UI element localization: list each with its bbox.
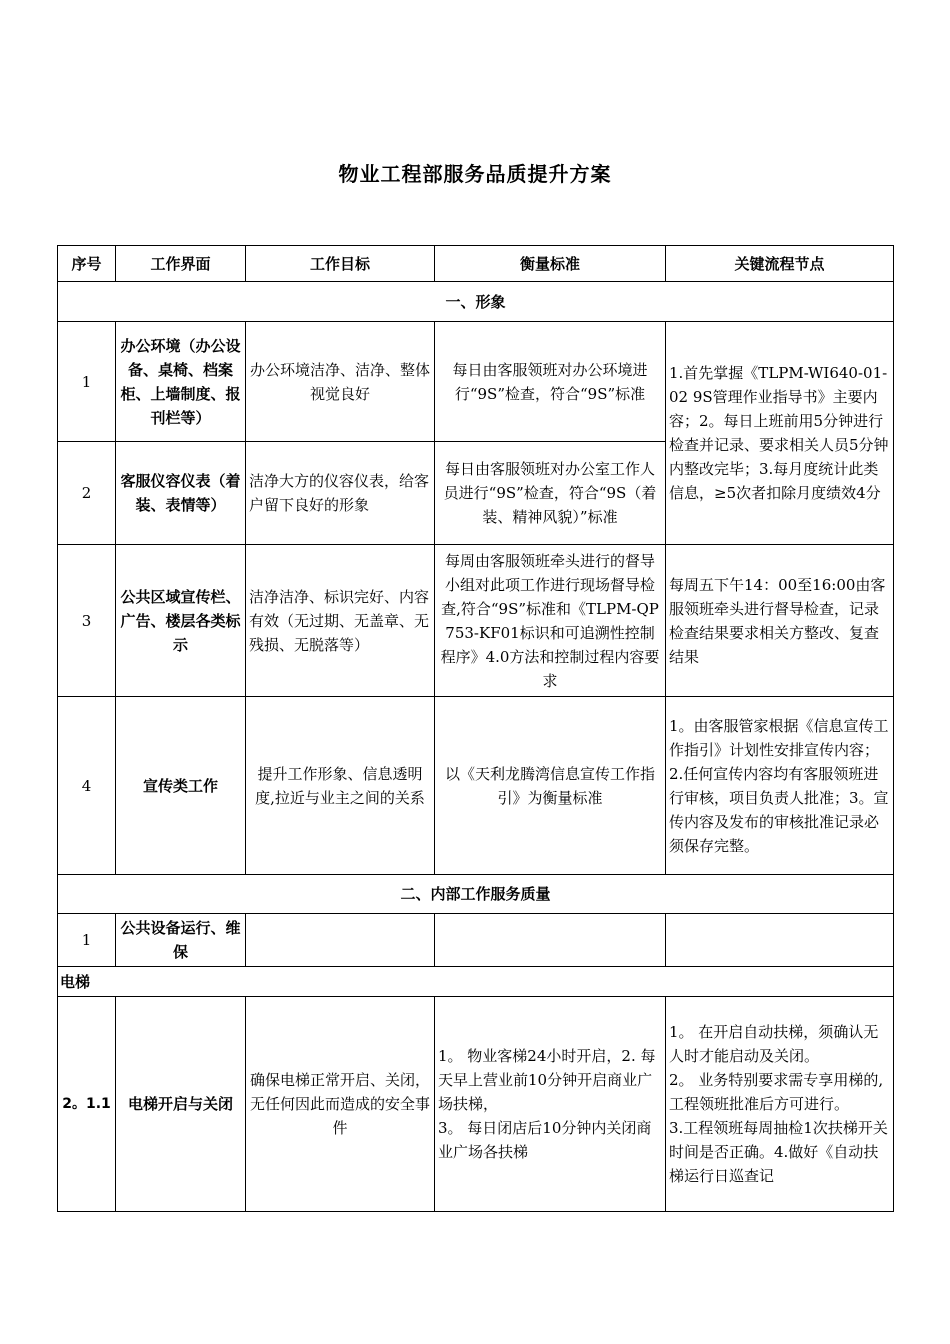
row-standard: 每周由客服领班牵头进行的督导小组对此项工作进行现场督导检查,符合“9S”标准和《TLPM-QP753-KF01标识和可追溯性控制程序》4.0方法和控制过程内容要求 [435, 545, 666, 697]
row-no: 4 [58, 697, 116, 875]
section-row [58, 875, 894, 914]
row-process: 每周五下午14：00至16:00由客服领班牵头进行督导检查，记录检查结果要求相关方整改、复查结果 [666, 545, 894, 697]
table-row [58, 322, 894, 442]
row-standard: 以《天利龙腾湾信息宣传工作指引》为衡量标准 [435, 697, 666, 875]
row-no: 1 [58, 322, 116, 442]
subsection-heading: 电梯 [58, 967, 894, 997]
row-goal: 确保电梯正常开启、关闭，无任何因此而造成的安全事件 [246, 997, 435, 1212]
header-area: 工作界面 [116, 246, 246, 282]
header-standard: 衡量标准 [435, 246, 666, 282]
row-area: 宣传类工作 [116, 697, 246, 875]
row-process: 1.首先掌握《TLPM-WI640-01-02 9S管理作业指导书》主要内容；2。每日上班前用5分钟进行检查并记录、要求相关人员5分钟内整改完毕；3.每月度统计此类信息，≥5次者扣除月度绩效4分 [666, 322, 894, 545]
table-row [58, 997, 894, 1212]
row-no: 3 [58, 545, 116, 697]
section-heading-1: 一、形象 [58, 282, 894, 322]
row-process [666, 914, 894, 967]
section-heading-2: 二、内部工作服务质量 [58, 875, 894, 914]
row-standard: 1。 物业客梯24小时开启，2. 每天早上营业前10分钟开启商业广场扶梯， 3。 每日闭店后10分钟内关闭商业广场各扶梯 [435, 997, 666, 1212]
section-row [58, 282, 894, 322]
header-process: 关键流程节点 [666, 246, 894, 282]
row-goal: 洁净洁净、标识完好、内容有效（无过期、无盖章、无残损、无脱落等） [246, 545, 435, 697]
quality-plan-table [57, 245, 894, 1212]
row-no: 1 [58, 914, 116, 967]
row-goal: 办公环境洁净、洁净、整体视觉良好 [246, 322, 435, 442]
row-process: 1。由客服管家根据《信息宣传工作指引》计划性安排宣传内容；2.任何宣传内容均有客服领班进行审核，项目负责人批准；3。宣传内容及发布的审核批准记录必须保存完整。 [666, 697, 894, 875]
row-goal: 提升工作形象、信息透明度,拉近与业主之间的关系 [246, 697, 435, 875]
header-goal: 工作目标 [246, 246, 435, 282]
table-header-row [58, 246, 894, 282]
table-row [58, 545, 894, 697]
table-row [58, 697, 894, 875]
row-goal: 洁净大方的仪容仪表，给客户留下良好的形象 [246, 442, 435, 545]
row-process: 1。 在开启自动扶梯，须确认无人时才能启动及关闭。 2。 业务特别要求需专享用梯的,工程领班批准后方可进行。 3.工程领班每周抽检1次扶梯开关时间是否正确。4.做好《自动扶梯运行日巡查记 [666, 997, 894, 1212]
row-no: 2 [58, 442, 116, 545]
header-no: 序号 [58, 246, 116, 282]
table-row [58, 914, 894, 967]
row-area: 办公环境（办公设备、桌椅、档案柜、上墙制度、报刊栏等） [116, 322, 246, 442]
row-no: 2。1.1 [58, 997, 116, 1212]
page-title: 物业工程部服务品质提升方案 [338, 162, 612, 186]
row-area: 电梯开启与关闭 [116, 997, 246, 1212]
row-area: 公共设备运行、维保 [116, 914, 246, 967]
row-standard [435, 914, 666, 967]
subsection-row [58, 967, 894, 997]
row-area: 公共区域宣传栏、广告、楼层各类标示 [116, 545, 246, 697]
row-standard: 每日由客服领班对办公环境进行“9S”检查，符合“9S”标准 [435, 322, 666, 442]
row-goal [246, 914, 435, 967]
row-standard: 每日由客服领班对办公室工作人员进行“9S”检查，符合“9S（着装、精神风貌）”标准 [435, 442, 666, 545]
row-area: 客服仪容仪表（着装、表情等） [116, 442, 246, 545]
